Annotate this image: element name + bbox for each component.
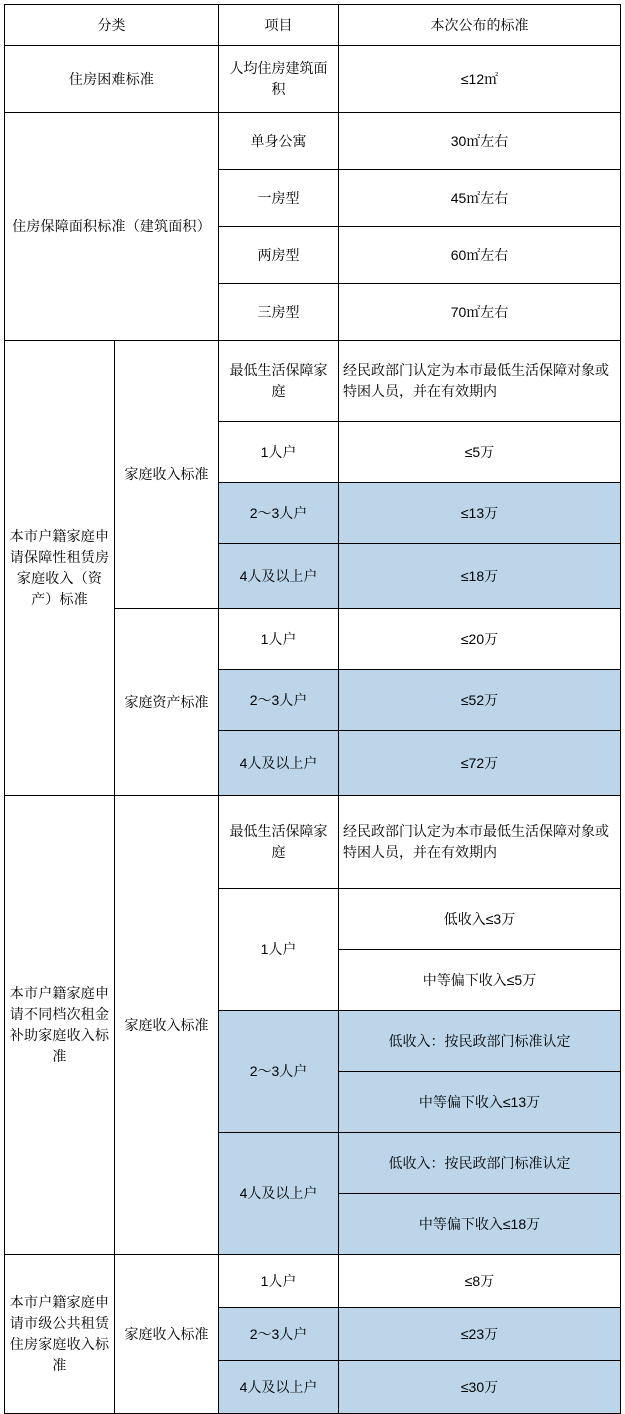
- item-label: 2～3人户: [219, 1308, 339, 1361]
- column-header-item: 项目: [219, 5, 339, 46]
- value-label: ≤30万: [339, 1361, 621, 1414]
- item-label: 4人及以上户: [219, 731, 339, 796]
- value-label: ≤5万: [339, 422, 621, 483]
- value-label: 30㎡左右: [339, 113, 621, 170]
- group-family-income-standard: 家庭收入标准: [115, 341, 219, 609]
- table-row: [5, 341, 621, 422]
- value-label: ≤13万: [339, 483, 621, 544]
- value-label: 经民政部门认定为本市最低生活保障对象或特困人员，并在有效期内: [339, 341, 621, 422]
- group-family-income-standard: 家庭收入标准: [115, 796, 219, 1255]
- category-rent-subsidy-income: 本市户籍家庭申请不同档次租金补助家庭收入标准: [5, 796, 115, 1255]
- item-label: 4人及以上户: [219, 1361, 339, 1414]
- item-label: 4人及以上户: [219, 1133, 339, 1255]
- item-label: 2～3人户: [219, 483, 339, 544]
- column-header-value: 本次公布的标准: [339, 5, 621, 46]
- table-header-row: [5, 5, 621, 46]
- group-family-income-standard: 家庭收入标准: [115, 1255, 219, 1414]
- value-label: 中等偏下收入≤18万: [339, 1194, 621, 1255]
- value-label: ≤12㎡: [339, 46, 621, 113]
- value-label: 45㎡左右: [339, 170, 621, 227]
- value-label: 中等偏下收入≤5万: [339, 950, 621, 1011]
- value-label: 低收入：按民政部门标准认定: [339, 1011, 621, 1072]
- value-label: 低收入≤3万: [339, 889, 621, 950]
- item-label: 1人户: [219, 889, 339, 1011]
- item-label: 一房型: [219, 170, 339, 227]
- item-label: 最低生活保障家庭: [219, 341, 339, 422]
- table-row: [5, 796, 621, 889]
- item-label: 2～3人户: [219, 1011, 339, 1133]
- housing-standards-table: [4, 4, 621, 1414]
- table-row: [5, 1255, 621, 1308]
- value-label: ≤23万: [339, 1308, 621, 1361]
- value-label: 低收入：按民政部门标准认定: [339, 1133, 621, 1194]
- item-label: 2～3人户: [219, 670, 339, 731]
- category-housing-difficulty: 住房困难标准: [5, 46, 219, 113]
- category-rental-income-asset: 本市户籍家庭申请保障性租赁房家庭收入（资产）标准: [5, 341, 115, 796]
- item-label: 1人户: [219, 422, 339, 483]
- group-family-asset-standard: 家庭资产标准: [115, 609, 219, 796]
- table-row: [5, 113, 621, 170]
- category-guarantee-area: 住房保障面积标准（建筑面积）: [5, 113, 219, 341]
- value-label: ≤8万: [339, 1255, 621, 1308]
- value-label: 70㎡左右: [339, 284, 621, 341]
- value-label: ≤18万: [339, 544, 621, 609]
- item-label: 1人户: [219, 1255, 339, 1308]
- column-header-category: 分类: [5, 5, 219, 46]
- value-label: 中等偏下收入≤13万: [339, 1072, 621, 1133]
- item-label: 1人户: [219, 609, 339, 670]
- item-label: 4人及以上户: [219, 544, 339, 609]
- item-label: 人均住房建筑面积: [219, 46, 339, 113]
- value-label: 经民政部门认定为本市最低生活保障对象或特困人员，并在有效期内: [339, 796, 621, 889]
- value-label: 60㎡左右: [339, 227, 621, 284]
- value-label: ≤20万: [339, 609, 621, 670]
- table-row: [5, 46, 621, 113]
- category-public-rental-income: 本市户籍家庭申请市级公共租赁住房家庭收入标准: [5, 1255, 115, 1414]
- value-label: ≤52万: [339, 670, 621, 731]
- item-label: 单身公寓: [219, 113, 339, 170]
- value-label: ≤72万: [339, 731, 621, 796]
- item-label: 两房型: [219, 227, 339, 284]
- item-label: 最低生活保障家庭: [219, 796, 339, 889]
- item-label: 三房型: [219, 284, 339, 341]
